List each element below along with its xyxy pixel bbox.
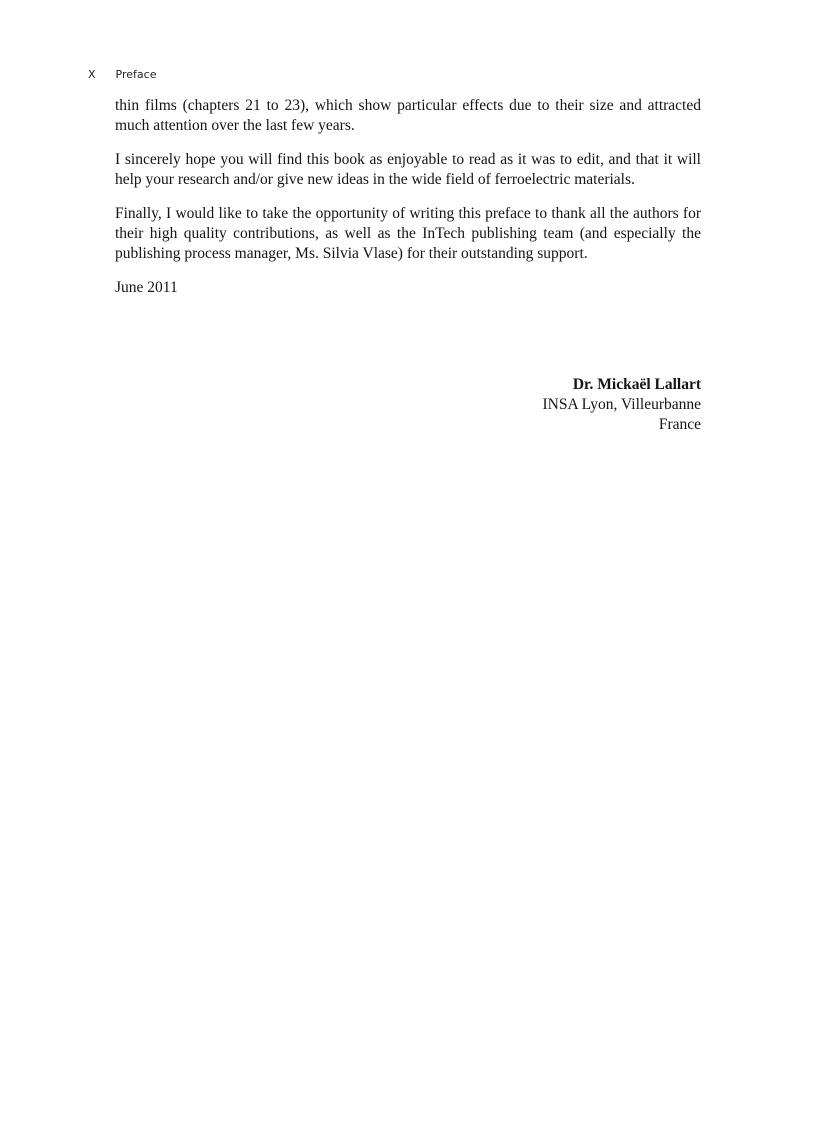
paragraph-thin-films: thin films (chapters 21 to 23), which show particular effects due to their size and attracted much attention over the last few years.: [115, 97, 701, 134]
signature-block: [115, 375, 701, 435]
page-number: X: [88, 68, 96, 81]
author-affiliation: INSA Lyon, Villeurbanne: [542, 396, 701, 413]
running-title: Preface: [115, 68, 157, 81]
author-country: France: [658, 416, 701, 433]
running-header: [88, 68, 156, 81]
preface-body: [115, 96, 701, 312]
paragraph-hope: I sincerely hope you will find this book as enjoyable to read as it was to edit, and that it will help your research and/or give new ideas in the wide field of ferroelectric materials.: [115, 151, 701, 188]
author-name: Dr. Mickaël Lallart: [572, 376, 701, 393]
paragraph-thanks: Finally, I would like to take the opportunity of writing this preface to thank all the authors for their high quality contributions, as well as the InTech publishing team (and especially the publishing process manager, Ms. Silvia Vlase) for their outstanding support.: [115, 205, 701, 262]
preface-date: June 2011: [115, 279, 178, 296]
